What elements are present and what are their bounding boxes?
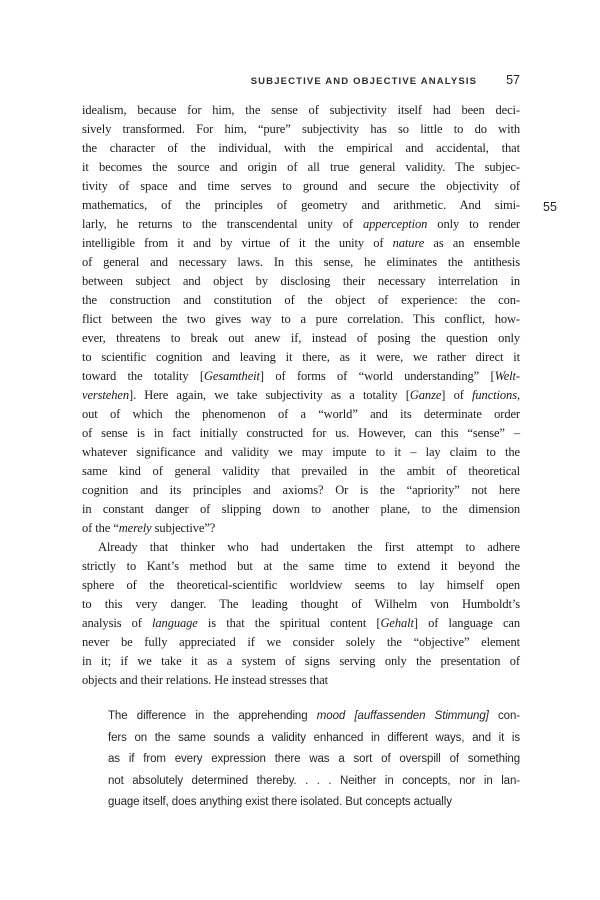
text-line-content: whatever significance and validity we may impute to it – lay claim to the	[82, 445, 520, 459]
text-line	[82, 329, 520, 348]
text-line-content: analysis of language is that the spiritual content [Gehalt] of language can	[82, 616, 521, 630]
text-line-content: idealism, because for him, the sense of subjectivity itself had been deci-	[82, 103, 520, 117]
text-line	[82, 633, 520, 652]
text-line	[82, 481, 520, 500]
text-line-content: mathematics, of the principles of geometry and arithmetic. And simi-	[82, 198, 520, 212]
text-line	[82, 158, 520, 177]
text-line	[82, 215, 520, 234]
text-line	[108, 749, 520, 771]
text-line	[108, 771, 520, 793]
body-paragraph	[82, 101, 520, 538]
text-line-content: the character of the individual, with the empirical and accidental, that	[82, 141, 520, 155]
text-line	[98, 538, 520, 557]
text-line	[82, 253, 520, 272]
text-line-content: cognition and its principles and axioms? Or is the “apriority” not here	[82, 483, 520, 497]
text-line-content: in constant danger of slipping down to another plane, to the dimension	[82, 502, 520, 516]
text-line-content: sphere of the theoretical-scientific worldview seems to lay himself open	[82, 578, 520, 592]
text-line-content: as if from every expression there was a sort of overspill of something	[108, 753, 520, 765]
text-line-content: sively transformed. For him, “pure” subjectivity has so little to do with	[82, 122, 520, 136]
text-line-content: verstehen]. Here again, we take subjectivity as a totality [Ganze] of functions,	[82, 388, 520, 402]
text-line-content: intelligible from it and by virtue of it the unity of nature as an ensemble	[82, 236, 520, 250]
block-quote	[82, 706, 520, 814]
text-line-content: of general and necessary laws. In this sense, he eliminates the antithesis	[82, 255, 520, 269]
body-paragraph	[82, 538, 520, 690]
text-line	[82, 405, 520, 424]
text-line	[82, 120, 520, 139]
text-line-content: objects and their relations. He instead stresses that	[82, 673, 329, 687]
text-line	[82, 386, 520, 405]
text-line	[82, 595, 520, 614]
text-line-content: out of which the phenomenon of a “world” and its determinate order	[82, 407, 520, 421]
text-line	[82, 196, 520, 215]
text-line-content: strictly to Kant’s method but at the same time to extend it beyond the	[82, 559, 520, 573]
text-line	[82, 576, 520, 595]
text-line	[82, 671, 520, 690]
text-line-content: fers on the same sounds a validity enhanced in different ways, and it is	[108, 731, 520, 744]
text-line-content: not absolutely determined thereby. . . . Neither in concepts, nor in lan-	[108, 774, 520, 787]
text-line-content: it becomes the source and origin of all true general validity. The subjec-	[82, 160, 520, 174]
text-line	[82, 462, 520, 481]
text-line	[82, 310, 520, 329]
text-line	[82, 291, 520, 310]
text-line-content: toward the totality [Gesamtheit] of forms of “world understanding” [Welt-	[82, 369, 520, 383]
text-line-content: never be fully appreciated if we consider solely the “objective” element	[82, 635, 520, 649]
text-line-content: flict between the two gives way to a pure correlation. This conflict, how-	[82, 312, 520, 326]
page-number: 57	[506, 73, 520, 87]
text-column	[82, 101, 520, 814]
text-line	[108, 728, 520, 750]
text-line-content: to scientific cognition and leaving it there, as it were, we rather direct it	[82, 350, 520, 364]
text-line	[82, 367, 520, 386]
text-line	[82, 348, 520, 367]
text-line	[82, 519, 520, 538]
text-line	[82, 272, 520, 291]
text-line-content: Already that thinker who had undertaken the first attempt to adhere	[98, 540, 520, 554]
text-line	[82, 557, 520, 576]
text-line-content: ever, threatens to break out anew if, instead of posing the question only	[82, 331, 520, 345]
text-line-content: the construction and constitution of the object of experience: the con-	[82, 293, 520, 307]
text-line	[82, 443, 520, 462]
text-line-content: The difference in the apprehending mood [auffassenden Stimmung] con-	[108, 710, 520, 722]
text-line-content: of the “merely subjective”?	[82, 521, 216, 535]
text-line	[82, 614, 520, 633]
text-line	[82, 424, 520, 443]
text-line-content: between subject and object by disclosing their necessary interrelation in	[82, 274, 520, 288]
text-line	[82, 234, 520, 253]
text-line	[82, 500, 520, 519]
running-header	[82, 73, 520, 87]
margin-page-number: 55	[543, 200, 557, 214]
text-line-content: larly, he returns to the transcendental unity of apperception only to render	[82, 217, 520, 231]
text-line-content: of sense is in fact initially constructed for us. However, can this “sense” –	[82, 426, 520, 440]
text-line	[108, 792, 520, 814]
text-line	[82, 652, 520, 671]
text-line-content: to this very danger. The leading thought of Wilhelm von Humboldt’s	[82, 597, 520, 611]
text-line-content: tivity of space and time serves to ground and secure the objectivity of	[82, 179, 520, 193]
text-line-content: same kind of general validity that prevailed in the ambit of theoretical	[82, 464, 520, 478]
running-header-title: SUBJECTIVE AND OBJECTIVE ANALYSIS	[250, 76, 478, 87]
text-line	[82, 101, 520, 120]
text-line-content: guage itself, does anything exist there isolated. But concepts actually	[108, 796, 452, 808]
text-line	[108, 706, 520, 728]
text-line-content: in it; if we take it as a system of signs serving only the presentation of	[82, 654, 520, 668]
text-line	[82, 177, 520, 196]
text-line	[82, 139, 520, 158]
